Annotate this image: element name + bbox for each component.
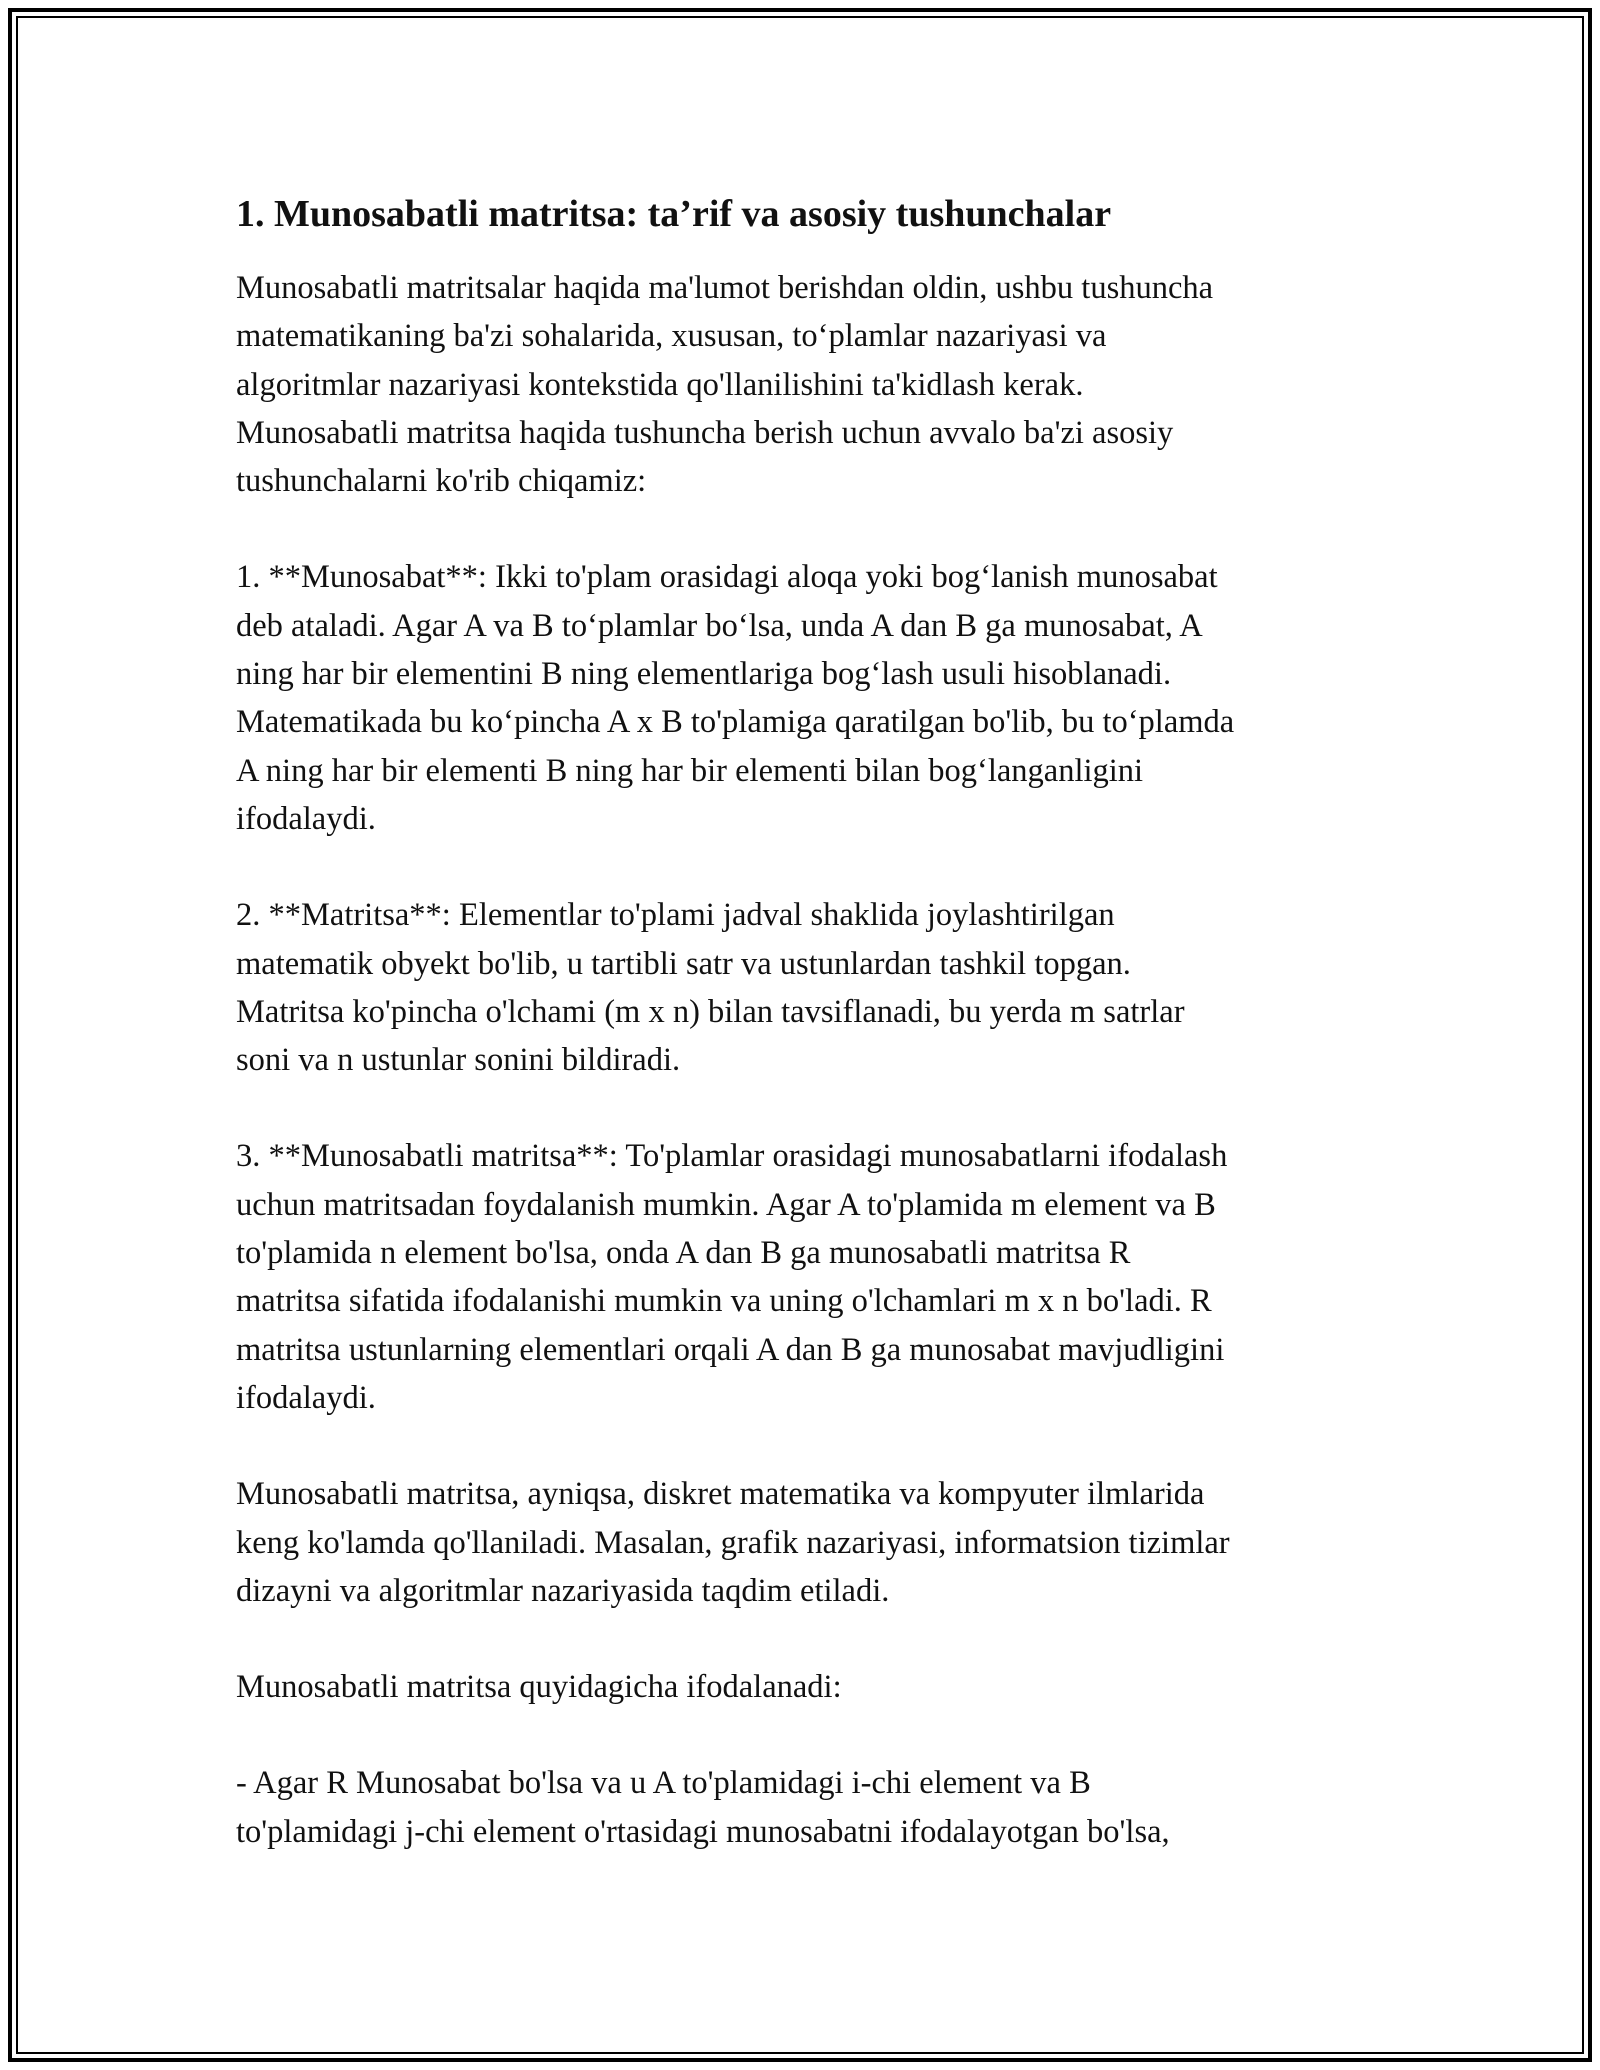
intro-paragraph: Munosabatli matritsalar haqida ma'lumot berishdan oldin, ushbu tushuncha matematikaning ba'zi sohalarida, xususan, to‘plamlar nazariyasi va algoritmlar nazariyasi kontekstida qo'llanilishini ta'kidlash kerak. Munosabatli matritsa haqida tushuncha berish uchun avvalo ba'zi asosiy tushunchalarni ko'rib chiqamiz:: [236, 270, 1214, 500]
definition-munosabatli-matritsa: 3. **Munosabatli matritsa**: To'plamlar orasidagi munosabatlarni ifodalash uchun matritsadan foydalanish mumkin. Agar A to'plamida m element va B to'plamida n element bo'lsa, onda A dan B ga munosabatli matritsa R matritsa sifatida ifodalanishi mumkin va uning o'lchamlari m x n bo'ladi. R matritsa ustunlarning elementlari orqali A dan B ga munosabat mavjudligini ifodalaydi.: [236, 1138, 1228, 1416]
document-body: [236, 186, 1376, 1904]
definition-munosabat: 1. **Munosabat**: Ikki to'plam orasidagi aloqa yoki bog‘lanish munosabat deb ataladi. Agar A va B to‘plamlar bo‘lsa, unda A dan B ga munosabat, A ning har bir elementini B ning elementlariga bog‘lash usuli hisoblanadi. Matematikada bu ko‘pincha A x B to'plamiga qaratilgan bo'lib, bu to‘plamda A ning har bir elementi B ning har bir elementi bilan bog‘langanligini ifodalaydi.: [236, 559, 1235, 837]
representation-intro: Munosabatli matritsa quyidagicha ifodalanadi:: [236, 1669, 842, 1706]
definition-matritsa: 2. **Matritsa**: Elementlar to'plami jadval shaklida joylashtirilgan matematik obyekt bo'lib, u tartibli satr va ustunlardan tashkil topgan. Matritsa ko'pincha o'lchami (m x n) bilan tavsiflanadi, bu yerda m satrlar soni va n ustunlar sonini bildiradi.: [236, 897, 1185, 1079]
section-heading: 1. Munosabatli matritsa: ta’rif va asosiy tushunchalar: [236, 193, 1112, 235]
representation-item: - Agar R Munosabat bo'lsa va u A to'plamidagi i-chi element va B to'plamidagi j-chi element o'rtasidagi munosabatni ifodalayotgan bo'lsa,: [236, 1765, 1170, 1850]
applications-paragraph: Munosabatli matritsa, ayniqsa, diskret matematika va kompyuter ilmlarida keng ko'lamda qo'llaniladi. Masalan, grafik nazariyasi, informatsion tizimlar dizayni va algoritmlar nazariyasida taqdim etiladi.: [236, 1476, 1230, 1609]
